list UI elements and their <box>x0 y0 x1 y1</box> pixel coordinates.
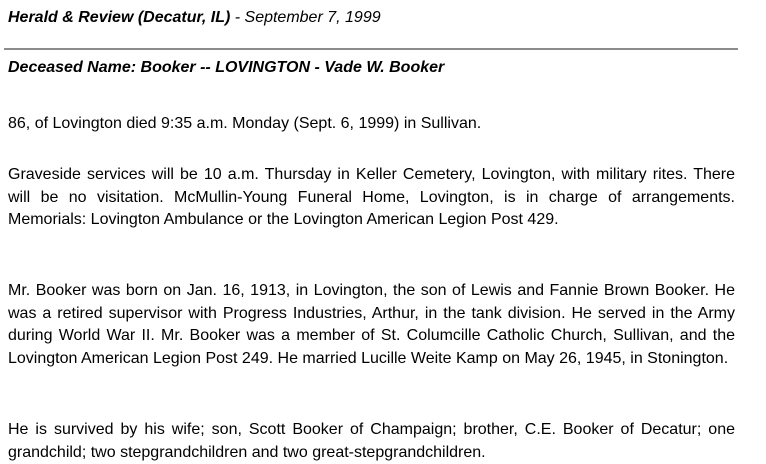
header-divider <box>4 48 738 50</box>
publication-name: Herald & Review (Decatur, IL) <box>8 9 231 26</box>
paragraph-biography: Mr. Booker was born on Jan. 16, 1913, in Lovington, the son of Lewis and Fannie Brown Booker. He was a retired supervisor with Progress Industries, Arthur, in the tank division. He served in the Army during World War II. Mr. Booker was a member of St. Columcille Catholic Church, Sullivan, and the Lovington American Legion Post 249. He married Lucille Weite Kamp on May 26, 1945, in Stonington. <box>8 282 735 368</box>
deceased-name-heading: Deceased Name: Booker -- LOVINGTON - Vade W. Booker <box>8 59 445 76</box>
publication-header <box>8 9 381 27</box>
paragraph-services: Graveside services will be 10 a.m. Thursday in Keller Cemetery, Lovington, with military rites. There will be no visitation. McMullin-Young Funeral Home, Lovington, is in charge of arrangements. Memorials: Lovington Ambulance or the Lovington American Legion Post 429. <box>8 166 735 229</box>
paragraph-survivors: He is survived by his wife; son, Scott Booker of Champaign; brother, C.E. Booker of Decatur; one grandchild; two stepgrandchildren and two great-stepgrandchildren. <box>8 421 735 461</box>
header-separator: - <box>230 9 245 26</box>
paragraph-death-notice: 86, of Lovington died 9:35 a.m. Monday (Sept. 6, 1999) in Sullivan. <box>8 115 482 132</box>
publication-date: September 7, 1999 <box>244 9 381 26</box>
